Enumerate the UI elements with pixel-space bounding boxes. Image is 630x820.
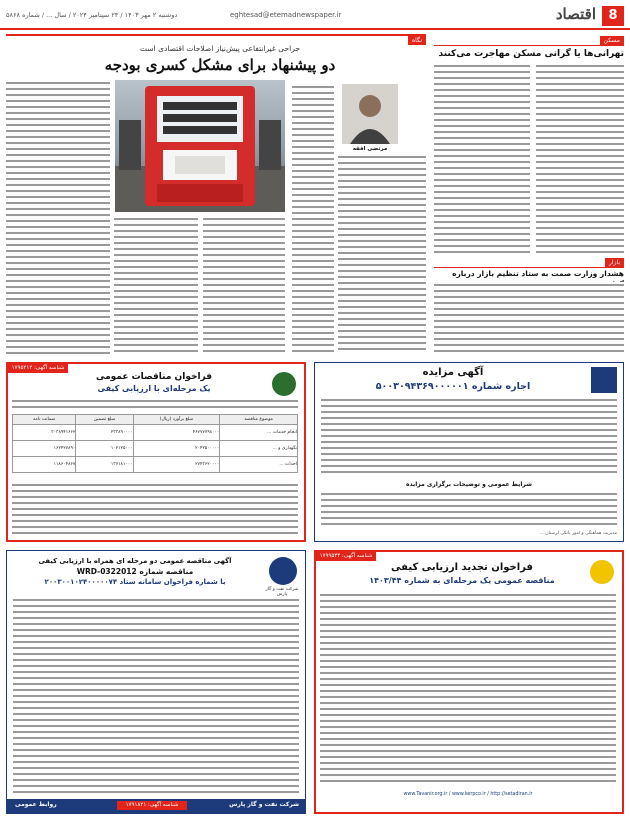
main-body-col-c [203,216,285,354]
table-cell: ۲۷۴۳۶۲۰۰۰۰ [133,457,220,473]
main-body-col-e [6,80,110,354]
auction-body [321,397,617,477]
gas-tender-title: آگهی مناقصه عمومی دو مرحله ای همراه با ارزیابی کیفی [38,557,232,565]
table-header: مبلغ برآورد (ریال) [133,415,220,425]
website: eghtesad@etemadnewspaper.ir [230,11,342,19]
renewal-links: www.Tavanir.org.ir / www.kerpco.ir / http://setadiran.ir [403,792,533,797]
road-tender-table [12,414,298,473]
renewal-badge: شناسه آگهی: ۱۷۹۹۵۳۴ [316,552,376,561]
table-header-row [13,415,298,425]
table-cell: نگهداری و ... [220,441,298,457]
main-body-col-d [114,216,198,354]
fuel-pump-illustration [115,80,285,212]
renewal-body [320,592,616,786]
renewal-title: فراخوان تجدید ارزیابی کیفی [391,562,533,573]
auction-ad [314,362,624,542]
divider [434,45,624,46]
gas-tender-ad [6,550,306,814]
table-cell: ۳۰۳۸۹۴۱۶۶۲ [13,425,76,441]
road-tender-intro [12,398,298,412]
table-cell: ۱۱۸۶۰۴۸۶۷ [13,457,76,473]
table-cell: انجام خدمات ... [220,425,298,441]
author-photo [342,84,398,144]
main-kicker: نگاه [408,36,426,45]
right-article-body-col2 [434,63,530,253]
table-row [13,457,298,473]
date-line: دوشنبه ۲ مهر ۱۴۰۳ / ۲۴ سپتامبر ۲۰۲۴ / سال ... / شماره ۵۸۶۸ [6,11,178,19]
renewal-subtitle: مناقصه عمومی یک مرحله‌ای به شماره ۱۴۰۳/۴۴ [369,576,555,585]
oil-gas-logo-icon [269,557,297,585]
ministry-logo-icon [272,372,296,396]
auction-footer: مدیریت هماهنگی و امور بانکی لرستان ... [539,531,617,536]
main-body-col-a [292,84,334,354]
gas-footer-company: شرکت نفت و گاز پارس [229,801,299,808]
gas-company-name: شرکت نفت و گاز پارس [265,587,299,597]
author-caption: مرتضی افقه [352,146,388,152]
bank-logo-icon [591,367,617,393]
person-icon [342,84,398,144]
road-tender-subtitle: یک مرحله‌ای با ارزیابی کیفی [97,384,211,393]
gas-badge: شناسه آگهی: ۱۷۹۱۸۲۱ [117,801,187,810]
divider [6,34,426,36]
table-cell: ۱۳۷۱۸۱۰۰۰ [76,457,133,473]
gas-tender-body [13,597,299,793]
table-cell: ۱۰۲۱۲۵۰۰۰ [76,441,133,457]
table-header: موضوع مناقصه [220,415,298,425]
main-subtitle: جراحی غیرانتفاعی پیش‌نیاز اصلاحات اقتصادی است [140,44,300,53]
table-header: ضمانت نامه [13,415,76,425]
road-tender-ad [6,362,306,542]
section-title: اقتصاد [555,5,596,23]
right-article-title: تهرانی‌ها یا گرانی مسکن مهاجرت می‌کنند [438,49,624,59]
right-kicker: مسکن [600,36,624,45]
table-cell: ۲۰۴۲۵۰۰۰۰۰ [133,441,220,457]
right-article-body-col1 [536,63,624,253]
auction-terms [321,491,617,529]
gas-footer-pr: روابط عمومی [15,801,57,808]
bottom-article-title: هشدار وزارت صمت به ستاد تنظیم بازار درباره [452,269,624,278]
table-cell: ۲۳۳۸۹۰۰۰۰ [76,425,133,441]
road-tender-conditions [12,482,298,536]
main-title: دو پیشنهاد برای مشکل کسری بودجه [104,56,336,74]
power-company-logo-icon [590,560,614,584]
table-cell: ۱۶۲۴۲۷۸۹۰ [13,441,76,457]
road-tender-badge: شناسه آگهی: ۱۷۹۵۲۱۲ [8,364,68,373]
bottom-kicker: بازار [605,258,624,267]
main-body-col-b [338,154,426,354]
gas-tender-number: مناقصه شماره WRD-0322012 [76,567,194,576]
auction-section-head: شرایط عمومی و توضیحات برگزاری مزایده [405,481,533,488]
bottom-article-body [434,282,624,354]
auction-subtitle: اجاره شماره ۵۰۰۳۰۹۴۳۶۹۰۰۰۰۰۱ [375,381,531,392]
auction-title: آگهی مزایده [422,367,484,378]
renewal-ad [314,550,624,814]
table-row [13,441,298,457]
table-row [13,425,298,441]
page-number: 8 [602,6,624,26]
table-header: مبلغ تضمین [76,415,133,425]
fuel-pump-photo [115,80,285,212]
table-cell: ۴۶۷۷۷۷۹۸۰۰۰ [133,425,220,441]
gas-tender-call: با شماره فراخوان سامانه ستاد ۲۰۰۳۰۰۱۰۲۴۰۰۰۰۰۷۴ [44,578,226,586]
road-tender-title: فراخوان مناقصات عمومی [95,372,213,382]
table-cell: احداث ... [220,457,298,473]
